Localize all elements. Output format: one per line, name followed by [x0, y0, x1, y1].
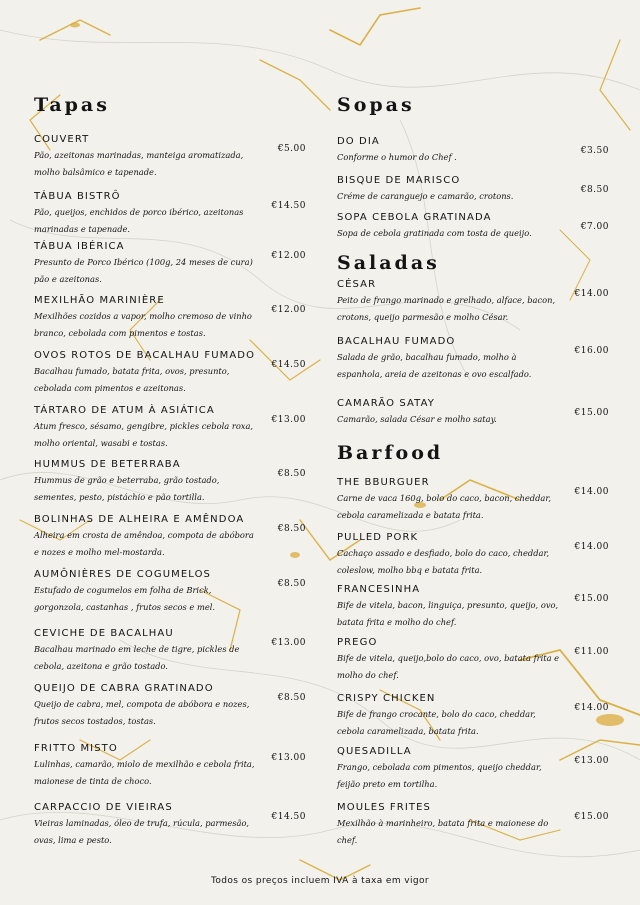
menu-item-fritto-misto: [34, 743, 306, 790]
item-name: QUEIJO DE CABRA GRATINADO: [34, 683, 214, 694]
item-price: €14.00: [574, 703, 609, 713]
item-description: Alheira em crosta de amêndoa, compota de abóbora e nozes e molho mel-mostarda.: [34, 530, 254, 557]
item-price: €8.50: [277, 579, 306, 589]
item-description: Salada de grão, bacalhau fumado, molho à espanhola, areia de azeitonas e ovo escalfado.: [337, 352, 532, 379]
item-description: Mexilhão à marinheiro, batata frita e maionese do chef.: [337, 818, 549, 845]
menu-item-ovos-rotos: [34, 350, 306, 397]
item-description: Carne de vaca 160g, bolo do caco, bacon, cheddar, cebola caramelizada e batata frita.: [337, 493, 552, 520]
item-name: COUVERT: [34, 134, 90, 145]
menu-item-bacalhau-fumado: [337, 336, 609, 383]
item-description: Pão, azeitonas marinadas, manteiga aromatizada, molho balsâmico e tapenade.: [34, 150, 244, 177]
item-description: Bacalhau fumado, batata frita, ovos, presunto, cebolada com pimentos e azeitonas.: [34, 366, 230, 393]
menu-item-do-dia: [337, 136, 609, 166]
menu-item-tabua-bistro: [34, 191, 306, 238]
item-name: TÁBUA BISTRÔ: [34, 191, 121, 202]
menu-item-tartaro-atum: [34, 405, 306, 452]
item-description: Conforme o humor do Chef .: [337, 152, 457, 162]
item-name: TÁBUA IBÉRICA: [34, 241, 125, 252]
menu-item-quesadilla: [337, 746, 609, 793]
menu-item-hummus: [34, 459, 306, 506]
section-title-saladas: Saladas: [337, 252, 440, 274]
item-price: €12.00: [271, 251, 306, 261]
item-price: €3.50: [580, 146, 609, 156]
item-price: €14.00: [574, 487, 609, 497]
section-title-barfood: Barfood: [337, 442, 444, 464]
item-price: €15.00: [574, 812, 609, 822]
item-name: MEXILHÃO MARINIÈRE: [34, 295, 165, 306]
item-description: Vieiras laminadas, óleo de trufa, rúcula, parmesão, ovas, lima e pesto.: [34, 818, 250, 845]
menu-item-mexilhao-mariniere: [34, 295, 306, 342]
item-name: PREGO: [337, 637, 378, 648]
item-price: €14.50: [271, 360, 306, 370]
item-name: THE BBURGUER: [337, 477, 430, 488]
item-name: QUESADILLA: [337, 746, 412, 757]
item-name: CÉSAR: [337, 279, 377, 290]
item-description: Créme de caranguejo e camarão, crotons.: [337, 191, 514, 201]
item-name: AUMÔNIÈRES DE COGUMELOS: [34, 569, 211, 580]
item-description: Camarão, salada César e molho satay.: [337, 414, 497, 424]
menu-item-bisque: [337, 175, 609, 205]
menu-item-couvert: [34, 134, 306, 181]
item-price: €13.00: [271, 638, 306, 648]
menu-item-sopa-cebola: [337, 212, 609, 242]
item-price: €13.00: [271, 753, 306, 763]
item-name: OVOS ROTOS DE BACALHAU FUMADO: [34, 350, 256, 361]
section-title-sopas: Sopas: [337, 94, 415, 116]
item-name: HUMMUS DE BETERRABA: [34, 459, 181, 470]
item-description: Mexilhões cozidos a vapor, molho cremoso de vinho branco, cebolada com pimentos e tostas.: [34, 311, 252, 338]
item-price: €14.50: [271, 812, 306, 822]
footer-vat-note: Todos os preços incluem IVA à taxa em vigor: [210, 876, 430, 886]
item-name: FRITTO MISTO: [34, 743, 118, 754]
menu-item-crispy-chicken: [337, 693, 609, 740]
menu-item-queijo-cabra: [34, 683, 306, 730]
menu-item-moules-frites: [337, 802, 609, 849]
item-name: BACALHAU FUMADO: [337, 336, 456, 347]
item-price: €15.00: [574, 594, 609, 604]
item-name: CRISPY CHICKEN: [337, 693, 436, 704]
item-name: SOPA CEBOLA GRATINADA: [337, 212, 492, 223]
item-price: €7.00: [580, 222, 609, 232]
item-price: €15.00: [574, 408, 609, 418]
item-description: Lulinhas, camarão, miolo de mexilhão e cebola frita, maionese de tinta de choco.: [34, 759, 255, 786]
menu-item-carpaccio: [34, 802, 306, 849]
item-price: €13.00: [271, 415, 306, 425]
item-price: €14.00: [574, 289, 609, 299]
item-name: MOULES FRITES: [337, 802, 431, 813]
item-price: €5.00: [277, 144, 306, 154]
item-name: CARPACCIO DE VIEIRAS: [34, 802, 173, 813]
item-description: Queijo de cabra, mel, compota de abóbora e nozes, frutos secos tostados, tostas.: [34, 699, 250, 726]
item-name: CEVICHE DE BACALHAU: [34, 628, 174, 639]
item-description: Bife de frango crocante, bolo do caco, cheddar, cebola caramelizada, batata frita.: [337, 709, 536, 736]
item-description: Estufado de cogumelos em folha de Brick, gorgonzola, castanhas , frutos secos e mel.: [34, 585, 216, 612]
item-name: BOLINHAS DE ALHEIRA E AMÊNDOA: [34, 514, 245, 525]
menu-item-pulled-pork: [337, 532, 609, 579]
item-name: TÁRTARO DE ATUM À ASIÁTICA: [34, 405, 215, 416]
item-description: Peito de frango marinado e grelhado, alface, bacon, crotons, queijo parmesão e molho César.: [337, 295, 556, 322]
item-name: DO DIA: [337, 136, 380, 147]
item-description: Bife de vitela, queijo,bolo do caco, ovo, batata frita e molho do chef.: [337, 653, 560, 680]
menu-item-cesar: [337, 279, 609, 326]
item-price: €16.00: [574, 346, 609, 356]
item-description: Presunto de Porco Ibérico (100g, 24 meses de cura) pão e azeitonas.: [34, 257, 253, 284]
item-description: Frango, cebolada com pimentos, queijo cheddar, feijão preto em tortilha.: [337, 762, 542, 789]
item-description: Bacalhau marinado em leche de tigre, pickles de cebola, azeitona e grão tostado.: [34, 644, 240, 671]
menu-item-ceviche: [34, 628, 306, 675]
item-price: €8.50: [277, 469, 306, 479]
item-name: CAMARÃO SATAY: [337, 398, 435, 409]
menu-item-prego: [337, 637, 609, 684]
item-price: €8.50: [277, 693, 306, 703]
item-description: Atum fresco, sésamo, gengibre, pickles cebola roxa, molho oriental, wasabi e tostas.: [34, 421, 254, 448]
item-description: Pão, queijos, enchidos de porco ibérico, azeitonas marinadas e tapenade.: [34, 207, 244, 234]
menu-item-camarao-satay: [337, 398, 609, 428]
item-price: €14.00: [574, 542, 609, 552]
menu-item-francesinha: [337, 584, 609, 631]
item-price: €12.00: [271, 305, 306, 315]
item-price: €11.00: [574, 647, 609, 657]
item-name: BISQUE DE MARISCO: [337, 175, 461, 186]
item-name: FRANCESINHA: [337, 584, 421, 595]
item-price: €8.50: [580, 185, 609, 195]
item-description: Sopa de cebola gratinada com tosta de queijo.: [337, 228, 532, 238]
item-description: Bife de vitela, bacon, linguiça, presunto, queijo, ovo, batata frita e molho do chef.: [337, 600, 559, 627]
item-price: €13.00: [574, 756, 609, 766]
menu-item-aumonieres: [34, 569, 306, 616]
item-price: €8.50: [277, 524, 306, 534]
item-description: Cachaço assado e desfiado, bolo do caco, cheddar, coleslow, molho bbq e batata frita.: [337, 548, 550, 575]
menu-item-bolinhas-alheira: [34, 514, 306, 561]
menu-item-the-bburguer: [337, 477, 609, 524]
menu-item-tabua-iberica: [34, 241, 306, 288]
item-price: €14.50: [271, 201, 306, 211]
item-name: PULLED PORK: [337, 532, 419, 543]
item-description: Hummus de grão e beterraba, grão tostado, sementes, pesto, pistáchio e pão tortilla.: [34, 475, 220, 502]
section-title-tapas: Tapas: [34, 94, 110, 116]
